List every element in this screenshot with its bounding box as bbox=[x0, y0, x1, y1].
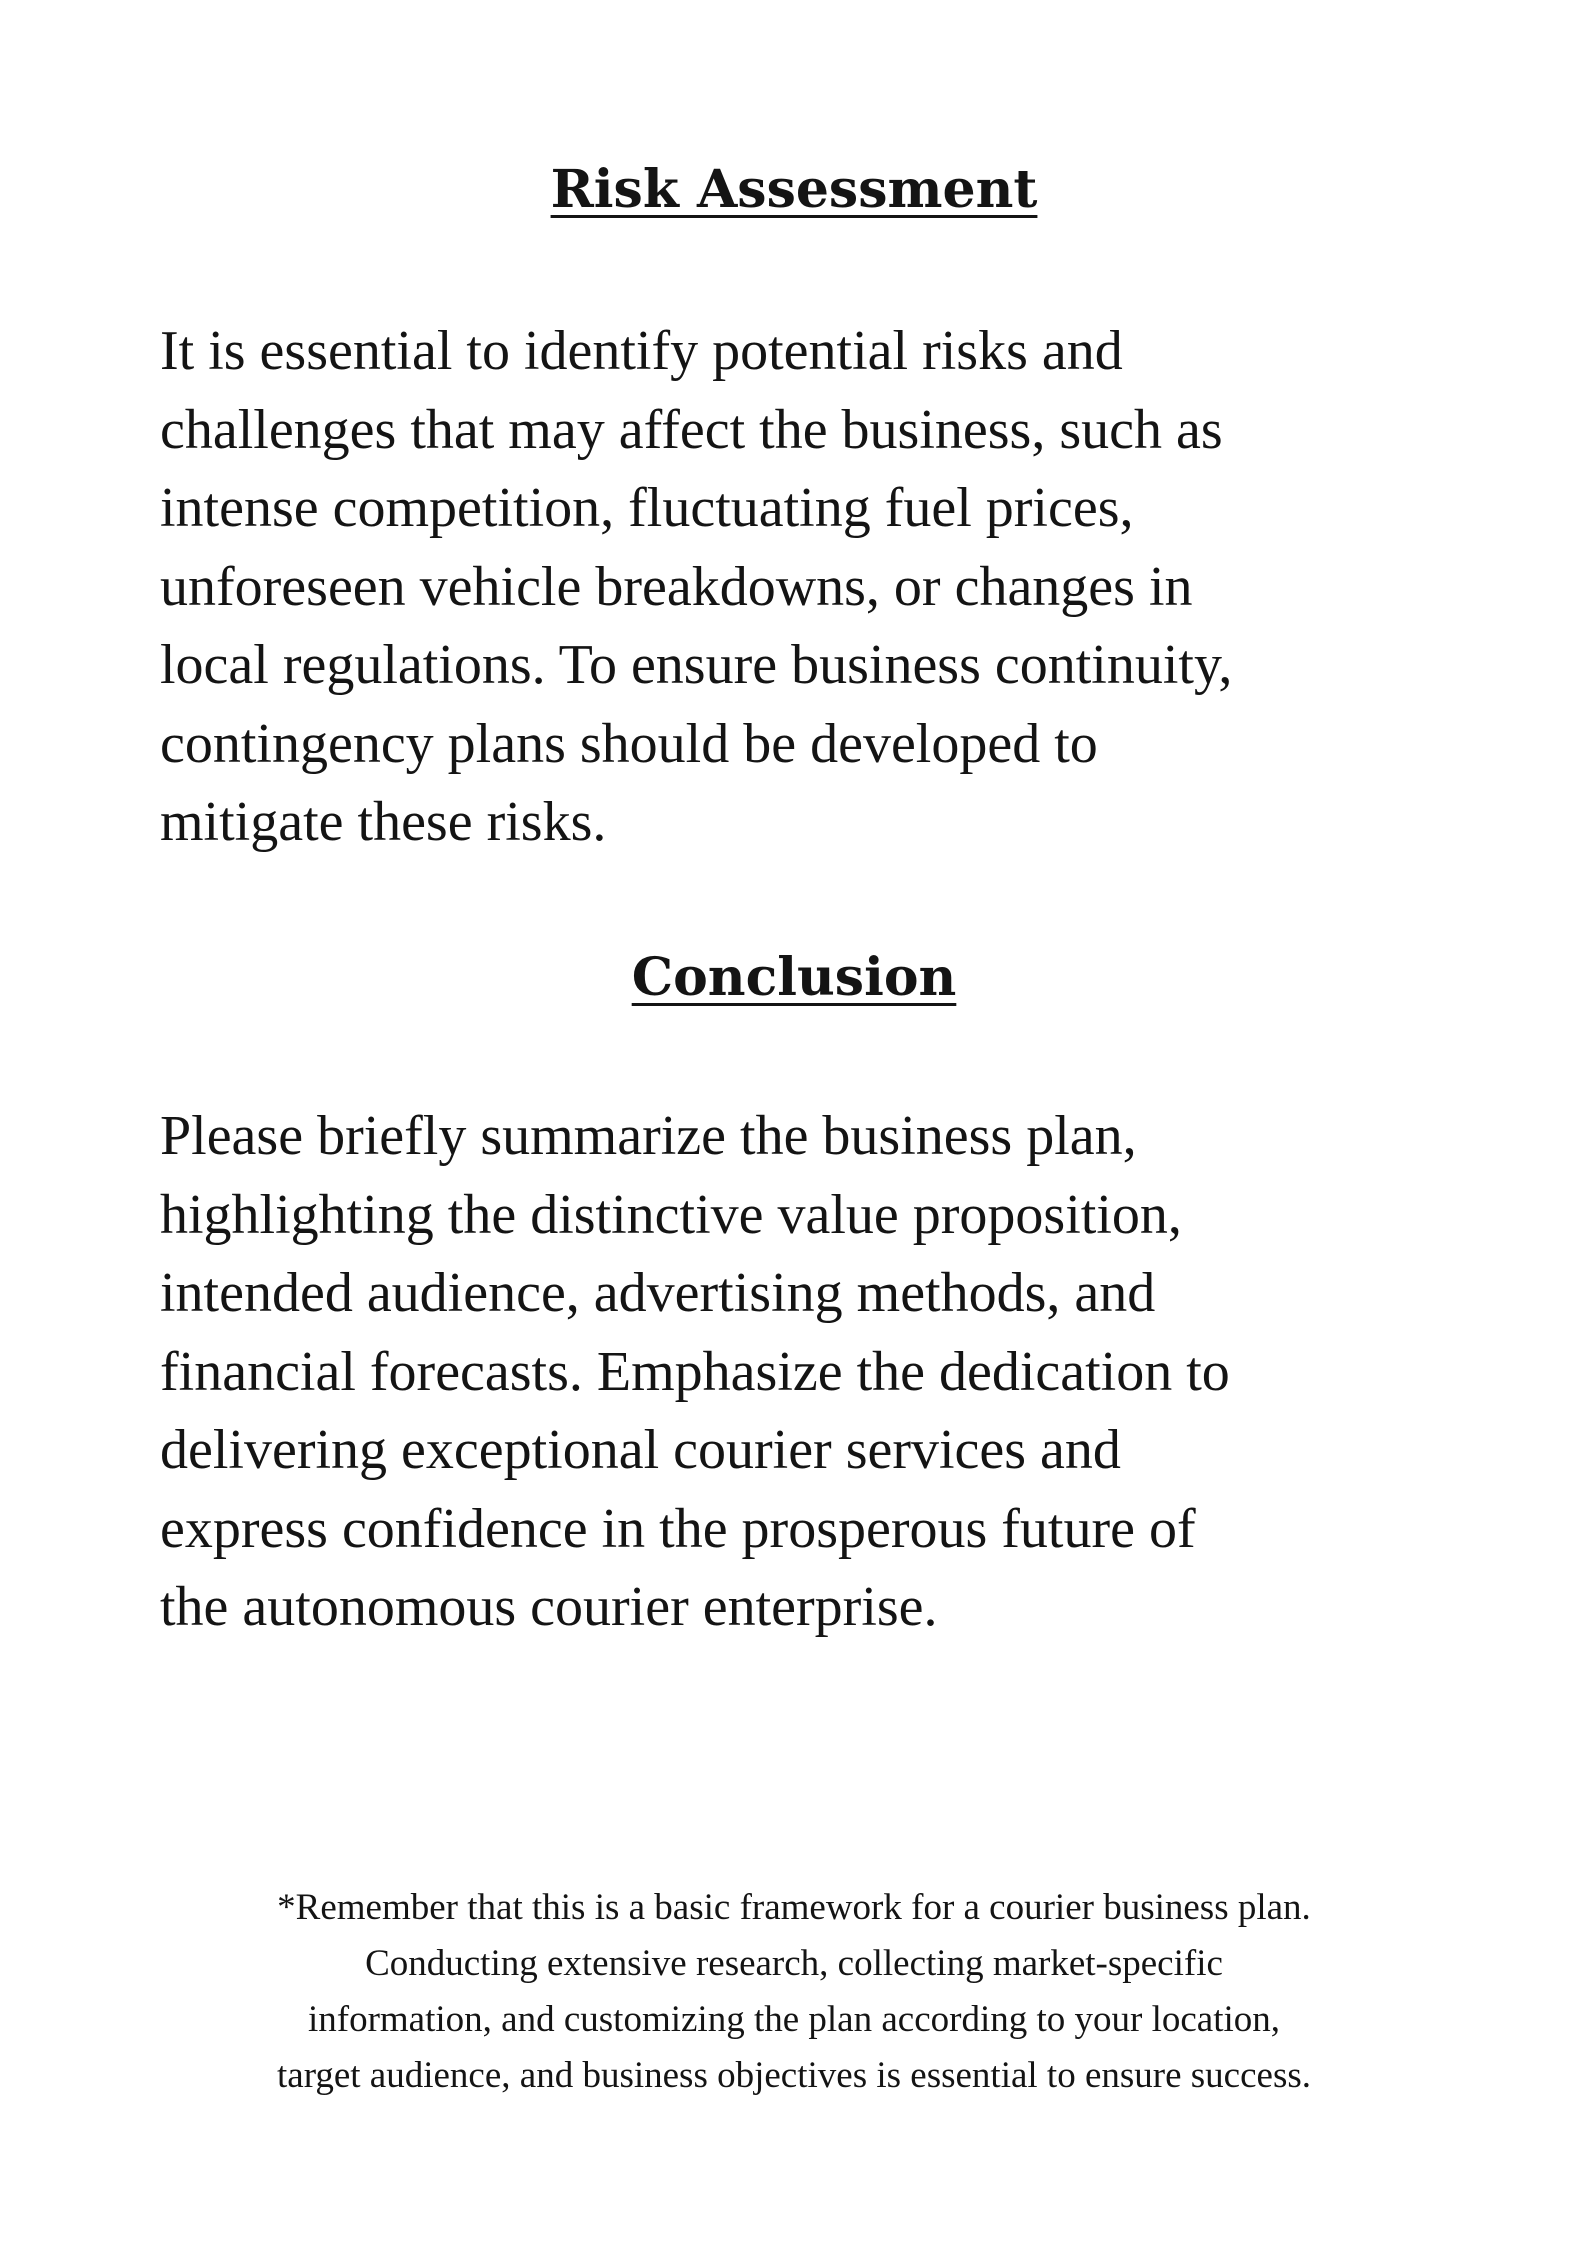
paragraph-line: local regulations. To ensure business continuity, bbox=[160, 634, 1233, 696]
paragraph-line: the autonomous courier enterprise. bbox=[160, 1576, 938, 1638]
paragraph-line: Please briefly summarize the business plan, bbox=[160, 1105, 1137, 1167]
paragraph-line: express confidence in the prosperous future of bbox=[160, 1497, 1196, 1560]
paragraph-line: It is essential to identify potential risks and bbox=[160, 320, 1123, 382]
footnote-line: *Remember that this is a basic framework for a courier business plan. bbox=[277, 1887, 1311, 1928]
risk-assessment-paragraph bbox=[160, 312, 1430, 862]
footnote-line: information, and customizing the plan according to your location, bbox=[307, 1999, 1281, 2040]
paragraph-line: intense competition, fluctuating fuel prices, bbox=[160, 477, 1134, 539]
paragraph-line: highlighting the distinctive value proposition, bbox=[160, 1183, 1182, 1246]
paragraph-line: delivering exceptional courier services and bbox=[160, 1419, 1121, 1481]
footnote bbox=[0, 1880, 1588, 2104]
risk-assessment-heading: Risk Assessment bbox=[550, 159, 1038, 220]
footnote-line: target audience, and business objectives is essential to ensure success. bbox=[277, 2055, 1311, 2096]
footnote-line: Conducting extensive research, collecting market-specific bbox=[365, 1943, 1223, 1984]
conclusion-heading: Conclusion bbox=[631, 947, 957, 1008]
paragraph-line: contingency plans should be developed to bbox=[160, 712, 1098, 775]
paragraph-line: challenges that may affect the business, such as bbox=[160, 398, 1223, 461]
paragraph-line: financial forecasts. Emphasize the dedication to bbox=[160, 1340, 1230, 1403]
conclusion-paragraph bbox=[160, 1097, 1430, 1647]
paragraph-line: intended audience, advertising methods, and bbox=[160, 1262, 1156, 1324]
paragraph-line: mitigate these risks. bbox=[160, 791, 607, 853]
paragraph-line: unforeseen vehicle breakdowns, or changes in bbox=[160, 555, 1193, 618]
